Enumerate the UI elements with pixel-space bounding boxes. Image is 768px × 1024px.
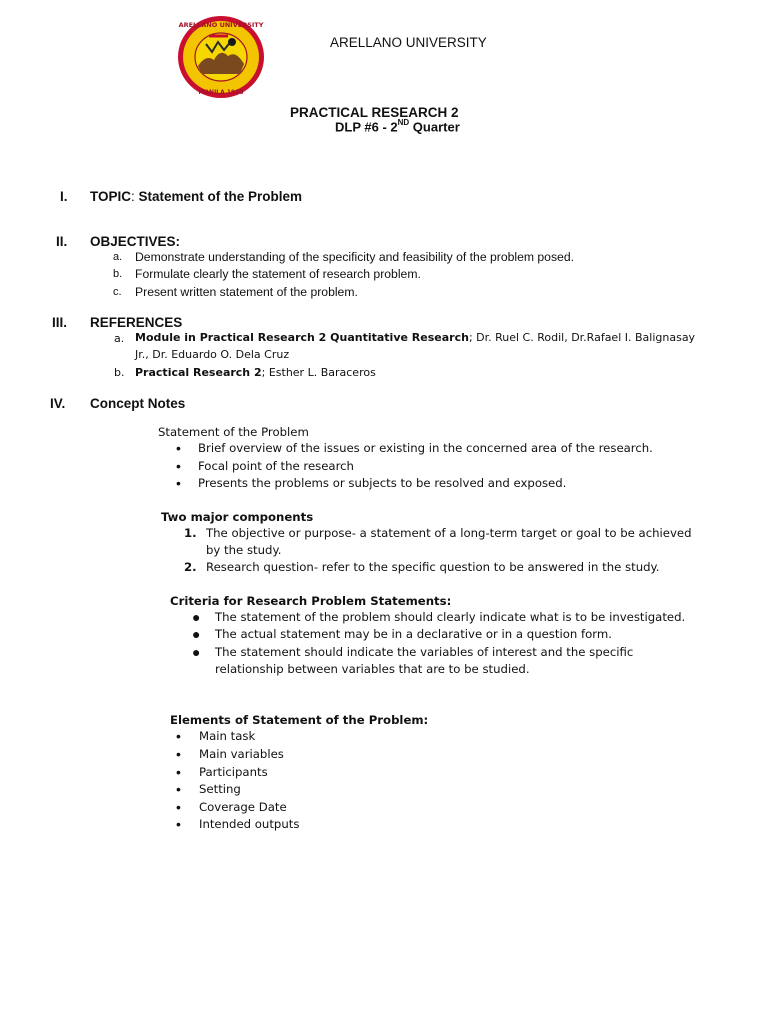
reference-authors: ; Esther L. Baraceros — [261, 366, 376, 379]
bullet-icon: ● — [192, 609, 201, 625]
component-item: The objective or purpose- a statement of a long-term target or goal to be achieved — [206, 526, 692, 540]
criteria-bullet: The actual statement may be in a declarative or in a question form. — [215, 627, 612, 641]
bullet-icon: • — [176, 781, 181, 797]
dlp-suffix: Quarter — [409, 119, 460, 135]
bullet-icon: • — [176, 440, 181, 456]
objective-item: Present written statement of the problem. — [135, 285, 358, 299]
bullet-icon: • — [176, 764, 181, 780]
bullet-icon: • — [176, 816, 181, 832]
reference-title: Practical Research 2 — [135, 366, 262, 379]
seal-text-top: ARELLANO UNIVERSITY — [178, 21, 264, 29]
topic-roman: I. — [60, 189, 68, 204]
element-bullet: Main task — [199, 729, 256, 743]
bullet-icon: • — [176, 728, 181, 744]
element-bullet: Intended outputs — [199, 817, 300, 831]
dlp-prefix: DLP #6 - 2 — [335, 119, 398, 135]
objective-letter: a. — [113, 251, 123, 263]
reference-title: Module in Practical Research 2 Quantitative Research — [135, 331, 469, 344]
seal-text-bottom: MANILA 1938 — [198, 89, 244, 96]
component-continuation: by the study. — [206, 543, 282, 557]
concept-roman: IV. — [50, 396, 66, 411]
dlp-superscript: ND — [397, 118, 410, 127]
reference-letter: b. — [114, 366, 125, 379]
topic-colon: : — [131, 189, 139, 204]
objective-letter: c. — [113, 286, 122, 298]
element-bullet: Setting — [199, 782, 241, 796]
reference-continuation: Jr., Dr. Eduardo O. Dela Cruz — [135, 348, 290, 361]
criteria-heading: Criteria for Research Problem Statements: — [170, 594, 452, 608]
objectives-roman: II. — [56, 234, 68, 249]
criteria-bullet: The statement of the problem should clearly indicate what is to be investigated. — [215, 610, 686, 624]
topic-line — [90, 189, 302, 204]
objective-item: Demonstrate understanding of the specificity and feasibility of the problem posed. — [135, 250, 574, 264]
bullet-icon: • — [176, 799, 181, 815]
component-number: 2. — [184, 560, 197, 574]
concept-heading: Concept Notes — [90, 396, 186, 411]
element-bullet: Main variables — [199, 747, 284, 761]
sop-heading: Statement of the Problem — [158, 425, 309, 439]
criteria-bullet: The statement should indicate the variables of interest and the specific — [215, 645, 634, 659]
bullet-icon: • — [176, 475, 181, 491]
reference-item — [135, 366, 376, 379]
reference-item — [135, 331, 695, 344]
component-item: Research question- refer to the specific question to be answered in the study. — [206, 560, 660, 574]
criteria-continuation: relationship between variables that are to be studied. — [215, 662, 530, 676]
course-title: PRACTICAL RESEARCH 2 — [290, 105, 459, 120]
reference-letter: a. — [114, 332, 125, 345]
element-bullet: Participants — [199, 765, 268, 779]
bullet-icon: ● — [192, 626, 201, 642]
university-name: ARELLANO UNIVERSITY — [330, 35, 487, 50]
bullet-icon: • — [176, 746, 181, 762]
bullet-icon: • — [176, 458, 181, 474]
dlp-title — [335, 119, 460, 134]
element-bullet: Coverage Date — [199, 800, 287, 814]
elements-heading: Elements of Statement of the Problem: — [170, 713, 429, 727]
objective-item: Formulate clearly the statement of research problem. — [135, 267, 421, 281]
component-number: 1. — [184, 526, 197, 540]
sop-bullet: Presents the problems or subjects to be resolved and exposed. — [198, 476, 567, 490]
topic-value: Statement of the Problem — [138, 189, 303, 204]
references-roman: III. — [52, 315, 68, 330]
components-heading: Two major components — [161, 510, 314, 524]
reference-authors: ; Dr. Ruel C. Rodil, Dr.Rafael I. Balignasay — [468, 331, 696, 344]
topic-label: TOPIC — [90, 189, 132, 204]
bullet-icon: ● — [192, 644, 201, 660]
sop-bullet: Brief overview of the issues or existing in the concerned area of the research. — [198, 441, 653, 455]
sop-bullet: Focal point of the research — [198, 459, 354, 473]
objectives-heading: OBJECTIVES: — [90, 234, 181, 249]
references-heading: REFERENCES — [90, 315, 183, 330]
university-seal — [176, 14, 266, 100]
objective-letter: b. — [113, 268, 123, 280]
